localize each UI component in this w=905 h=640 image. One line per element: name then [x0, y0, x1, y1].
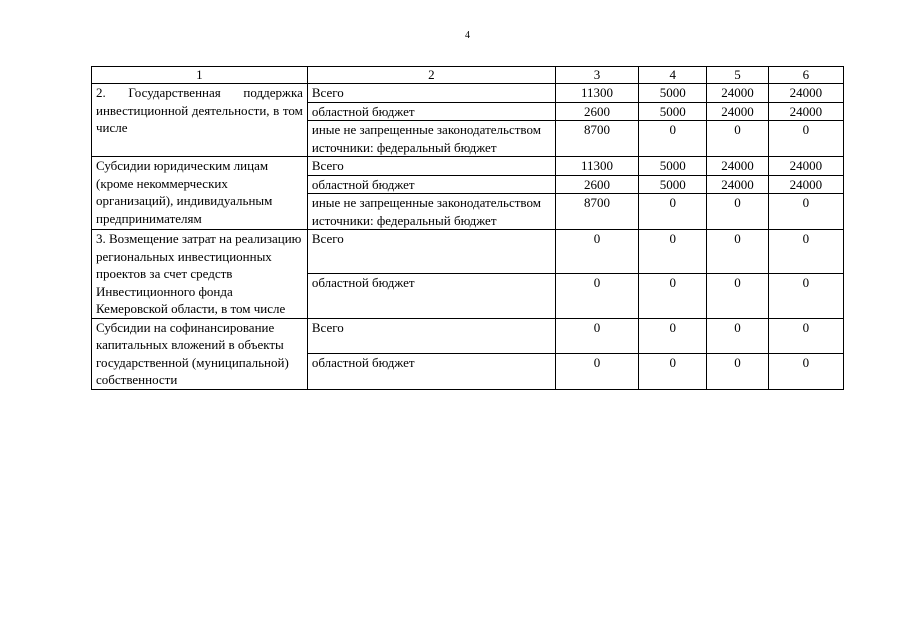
- table-row: [92, 84, 844, 103]
- table-header-row: [92, 67, 844, 84]
- funding-source: Всего: [307, 318, 555, 354]
- value-cell: 0: [707, 121, 768, 157]
- header-cell: 3: [555, 67, 638, 84]
- funding-source: областной бюджет: [307, 274, 555, 318]
- value-cell: 24000: [768, 102, 843, 121]
- funding-source: Всего: [307, 157, 555, 176]
- header-cell: 6: [768, 67, 843, 84]
- header-cell: 1: [92, 67, 308, 84]
- funding-source: областной бюджет: [307, 175, 555, 194]
- value-cell: 5000: [639, 84, 707, 103]
- value-cell: 0: [707, 354, 768, 390]
- value-cell: 8700: [555, 121, 638, 157]
- value-cell: 5000: [639, 157, 707, 176]
- value-cell: 5000: [639, 102, 707, 121]
- value-cell: 0: [768, 318, 843, 354]
- value-cell: 0: [707, 274, 768, 318]
- header-cell: 4: [639, 67, 707, 84]
- value-cell: 0: [639, 318, 707, 354]
- funding-source: областной бюджет: [307, 354, 555, 390]
- header-cell: 2: [307, 67, 555, 84]
- value-cell: 0: [768, 274, 843, 318]
- section-label: Субсидии юридическим лицам (кроме некоммерческих организаций), индивидуальным предпринимателям: [92, 157, 308, 230]
- budget-table: [91, 66, 844, 390]
- section-label: 3. Возмещение затрат на реализацию региональных инвестиционных проектов за счет средств Инвестиционного фонда Кемеровской области, в том числе: [92, 230, 308, 319]
- section-label: Субсидии на софинансирование капитальных вложений в объекты государственной (муниципальной) собственности: [92, 318, 308, 389]
- value-cell: 24000: [768, 175, 843, 194]
- value-cell: 0: [768, 230, 843, 274]
- funding-source: иные не запрещенные законодательством источники: федеральный бюджет: [307, 194, 555, 230]
- value-cell: 24000: [768, 157, 843, 176]
- value-cell: 0: [555, 318, 638, 354]
- value-cell: 11300: [555, 84, 638, 103]
- value-cell: 0: [768, 354, 843, 390]
- value-cell: 5000: [639, 175, 707, 194]
- value-cell: 0: [768, 121, 843, 157]
- table-row: [92, 318, 844, 354]
- value-cell: 0: [707, 318, 768, 354]
- value-cell: 0: [768, 194, 843, 230]
- value-cell: 24000: [707, 102, 768, 121]
- value-cell: 0: [555, 230, 638, 274]
- value-cell: 24000: [768, 84, 843, 103]
- value-cell: 24000: [707, 84, 768, 103]
- table-row: [92, 230, 844, 274]
- funding-source: Всего: [307, 84, 555, 103]
- funding-source: иные не запрещенные законодательством источники: федеральный бюджет: [307, 121, 555, 157]
- funding-source: областной бюджет: [307, 102, 555, 121]
- value-cell: 2600: [555, 175, 638, 194]
- value-cell: 11300: [555, 157, 638, 176]
- value-cell: 0: [639, 194, 707, 230]
- page-number: 4: [465, 30, 470, 41]
- value-cell: 8700: [555, 194, 638, 230]
- value-cell: 0: [639, 274, 707, 318]
- value-cell: 24000: [707, 157, 768, 176]
- value-cell: 0: [707, 230, 768, 274]
- value-cell: 0: [707, 194, 768, 230]
- section-label: 2. Государственная поддержка инвестиционной деятельности, в том числе: [92, 84, 308, 157]
- value-cell: 2600: [555, 102, 638, 121]
- funding-source: Всего: [307, 230, 555, 274]
- value-cell: 0: [639, 230, 707, 274]
- header-cell: 5: [707, 67, 768, 84]
- value-cell: 0: [639, 121, 707, 157]
- value-cell: 0: [555, 354, 638, 390]
- value-cell: 0: [555, 274, 638, 318]
- value-cell: 0: [639, 354, 707, 390]
- table-row: [92, 157, 844, 176]
- value-cell: 24000: [707, 175, 768, 194]
